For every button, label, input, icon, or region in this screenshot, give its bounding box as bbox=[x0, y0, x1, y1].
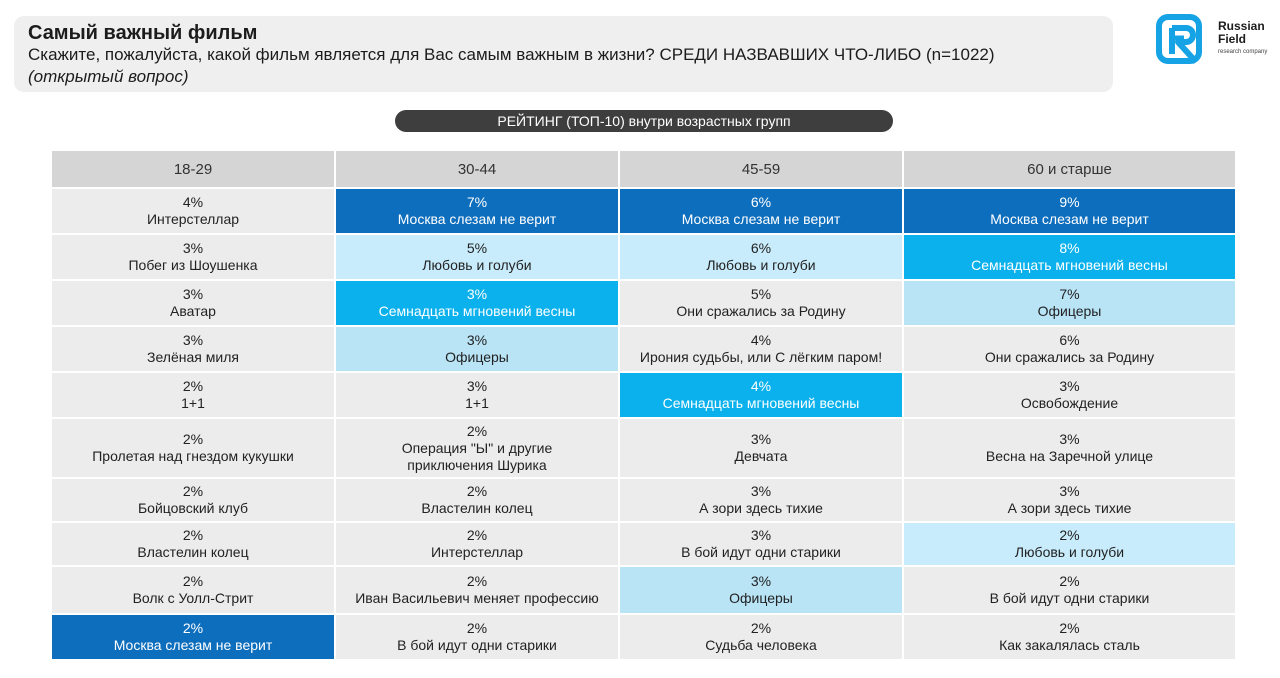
table-cell bbox=[620, 235, 902, 281]
cell-film-title: Семнадцать мгновений весны bbox=[662, 395, 860, 411]
table-cell bbox=[52, 189, 334, 235]
table-cell bbox=[904, 419, 1235, 479]
cell-film-title: Любовь и голуби bbox=[1014, 544, 1125, 560]
table-cell bbox=[336, 615, 618, 661]
cell-film-title: Москва слезам не верит bbox=[681, 211, 841, 227]
table-row bbox=[52, 189, 1235, 235]
table-cell bbox=[52, 419, 334, 479]
cell-film-title: Аватар bbox=[170, 303, 216, 319]
table-cell bbox=[52, 615, 334, 661]
cell-film-title: Любовь и голуби bbox=[422, 257, 532, 273]
cell-percent: 2% bbox=[466, 527, 488, 543]
cell-film-title: Девчата bbox=[734, 448, 788, 464]
cell-film-title: Волк с Уолл-Стрит bbox=[132, 590, 254, 606]
cell-percent: 8% bbox=[1059, 240, 1080, 256]
table-cell bbox=[52, 281, 334, 327]
question-note: (открытый вопрос) bbox=[28, 67, 189, 86]
table-cell bbox=[904, 615, 1235, 661]
cell-film-title: Освобождение bbox=[1020, 395, 1119, 411]
header-panel bbox=[14, 16, 1113, 92]
table-cell bbox=[52, 327, 334, 373]
column-header-60-plus: 60 и старше bbox=[904, 151, 1235, 189]
table-cell bbox=[620, 479, 902, 523]
cell-percent: 2% bbox=[466, 483, 488, 499]
logo-text bbox=[1218, 20, 1267, 56]
cell-film-title: Побег из Шоушенка bbox=[128, 257, 258, 273]
table-row bbox=[52, 327, 1235, 373]
cell-film-title: Любовь и голуби bbox=[706, 257, 816, 273]
table-cell bbox=[620, 373, 902, 419]
cell-percent: 6% bbox=[1059, 332, 1080, 348]
table-cell bbox=[336, 373, 618, 419]
table-row bbox=[52, 373, 1235, 419]
table-cell bbox=[52, 373, 334, 419]
cell-percent: 6% bbox=[750, 240, 772, 256]
cell-percent: 2% bbox=[466, 573, 488, 589]
cell-percent: 2% bbox=[182, 483, 204, 499]
table-cell bbox=[904, 281, 1235, 327]
cell-film-title: Властелин колец bbox=[137, 544, 249, 560]
table-cell bbox=[336, 235, 618, 281]
table-row bbox=[52, 419, 1235, 479]
cell-film-title: Они сражались за Родину bbox=[676, 303, 846, 319]
cell-film-title: В бой идут одни старики bbox=[681, 544, 841, 560]
table-row bbox=[52, 235, 1235, 281]
page-title: Самый важный фильм bbox=[28, 22, 258, 44]
cell-percent: 3% bbox=[466, 286, 488, 302]
table-row bbox=[52, 567, 1235, 615]
question-text: Скажите, пожалуйста, какой фильм является для Вас самым важным в жизни? СРЕДИ НАЗВАВШИХ ЧТО-ЛИБО (n=1022) bbox=[28, 45, 995, 64]
cell-film-title: Москва слезам не верит bbox=[397, 211, 557, 227]
cell-percent: 4% bbox=[750, 332, 772, 348]
table-cell bbox=[52, 479, 334, 523]
cell-percent: 2% bbox=[182, 573, 204, 589]
cell-percent: 2% bbox=[1059, 620, 1080, 636]
cell-film-title: А зори здесь тихие bbox=[1007, 500, 1132, 516]
cell-film-title: 1+1 bbox=[465, 395, 489, 411]
table-cell bbox=[620, 523, 902, 567]
table-body bbox=[52, 189, 1235, 661]
cell-percent: 2% bbox=[182, 527, 204, 543]
cell-percent: 3% bbox=[182, 240, 204, 256]
cell-percent: 2% bbox=[182, 431, 204, 447]
table-row bbox=[52, 281, 1235, 327]
logo-line-2: Field bbox=[1218, 32, 1247, 46]
column-header-18-29: 18-29 bbox=[52, 151, 334, 189]
table-cell bbox=[52, 523, 334, 567]
cell-percent: 2% bbox=[182, 378, 204, 394]
cell-percent: 3% bbox=[1059, 483, 1080, 499]
table-cell bbox=[620, 419, 902, 479]
cell-percent: 5% bbox=[750, 286, 772, 302]
table-row bbox=[52, 615, 1235, 661]
table-cell bbox=[620, 615, 902, 661]
cell-percent: 2% bbox=[1059, 527, 1080, 543]
table-cell bbox=[52, 235, 334, 281]
logo-line-1: Russian bbox=[1218, 19, 1265, 33]
cell-percent: 2% bbox=[466, 422, 488, 439]
table-cell bbox=[620, 281, 902, 327]
cell-film-title: Операция "Ы" и другие приключения Шурика bbox=[401, 439, 553, 473]
cell-film-title: Офицеры bbox=[445, 349, 509, 365]
cell-percent: 3% bbox=[750, 573, 772, 589]
table-header-row bbox=[52, 151, 1235, 189]
cell-percent: 7% bbox=[1059, 286, 1080, 302]
table-cell bbox=[336, 189, 618, 235]
cell-film-title: Москва слезам не верит bbox=[113, 637, 273, 653]
cell-percent: 2% bbox=[182, 620, 204, 636]
cell-percent: 3% bbox=[182, 332, 204, 348]
table-cell bbox=[336, 523, 618, 567]
cell-film-title: Они сражались за Родину bbox=[984, 349, 1155, 365]
column-header-30-44: 30-44 bbox=[336, 151, 618, 189]
table-row bbox=[52, 523, 1235, 567]
table-cell bbox=[336, 327, 618, 373]
cell-film-title: А зори здесь тихие bbox=[699, 500, 823, 516]
table-cell bbox=[904, 235, 1235, 281]
cell-film-title: 1+1 bbox=[181, 395, 205, 411]
cell-film-title: Властелин колец bbox=[421, 500, 533, 516]
cell-percent: 2% bbox=[1059, 573, 1080, 589]
cell-percent: 5% bbox=[466, 240, 488, 256]
cell-film-title: Семнадцать мгновений весны bbox=[971, 257, 1168, 273]
cell-film-title: Офицеры bbox=[1037, 303, 1102, 319]
cell-percent: 7% bbox=[466, 194, 488, 210]
cell-film-title: Офицеры bbox=[729, 590, 793, 606]
cell-percent: 3% bbox=[1059, 431, 1080, 447]
cell-percent: 3% bbox=[1059, 378, 1080, 394]
cell-percent: 3% bbox=[750, 527, 772, 543]
table-cell bbox=[904, 327, 1235, 373]
cell-percent: 3% bbox=[466, 332, 488, 348]
cell-film-title: Иван Васильевич меняет профессию bbox=[355, 590, 599, 606]
rating-table bbox=[50, 151, 1237, 661]
table-row bbox=[52, 479, 1235, 523]
table-cell bbox=[620, 327, 902, 373]
cell-film-title: Как закалялась сталь bbox=[999, 637, 1140, 653]
cell-film-title: В бой идут одни старики bbox=[989, 590, 1150, 606]
table-cell bbox=[336, 567, 618, 615]
cell-film-title: Семнадцать мгновений весны bbox=[378, 303, 576, 319]
table-cell bbox=[904, 479, 1235, 523]
cell-film-title: Москва слезам не верит bbox=[990, 211, 1149, 227]
cell-film-title: Ирония судьбы, или С лёгким паром! bbox=[639, 349, 883, 365]
table-cell bbox=[620, 189, 902, 235]
cell-film-title: Интерстеллар bbox=[430, 544, 524, 560]
cell-percent: 4% bbox=[182, 194, 204, 210]
cell-percent: 6% bbox=[750, 194, 772, 210]
table-cell bbox=[620, 567, 902, 615]
cell-percent: 2% bbox=[750, 620, 772, 636]
cell-percent: 9% bbox=[1059, 194, 1080, 210]
logo-tagline: research company bbox=[1218, 49, 1268, 55]
cell-film-title: Судьба человека bbox=[705, 637, 817, 653]
cell-film-title: Зелёная миля bbox=[147, 349, 239, 365]
cell-percent: 3% bbox=[182, 286, 204, 302]
cell-film-title: Интерстеллар bbox=[146, 211, 240, 227]
table-cell bbox=[336, 419, 618, 479]
cell-film-title: Пролетая над гнездом кукушки bbox=[92, 448, 294, 464]
section-label: РЕЙТИНГ (ТОП-10) внутри возрастных групп bbox=[395, 110, 893, 132]
cell-film-title: Весна на Заречной улице bbox=[985, 448, 1154, 464]
cell-percent: 3% bbox=[750, 483, 772, 499]
rf-logo-icon bbox=[1156, 14, 1212, 70]
table-cell bbox=[336, 479, 618, 523]
column-header-45-59: 45-59 bbox=[620, 151, 902, 189]
cell-percent: 3% bbox=[750, 431, 772, 447]
table-cell bbox=[904, 523, 1235, 567]
table-cell bbox=[904, 189, 1235, 235]
table-cell bbox=[904, 567, 1235, 615]
cell-percent: 2% bbox=[466, 620, 488, 636]
company-logo bbox=[1156, 14, 1280, 74]
table-cell bbox=[52, 567, 334, 615]
table-cell bbox=[336, 281, 618, 327]
cell-film-title: В бой идут одни старики bbox=[397, 637, 557, 653]
table-cell bbox=[904, 373, 1235, 419]
cell-percent: 3% bbox=[466, 378, 488, 394]
cell-percent: 4% bbox=[750, 378, 772, 394]
cell-film-title: Бойцовский клуб bbox=[137, 500, 248, 516]
